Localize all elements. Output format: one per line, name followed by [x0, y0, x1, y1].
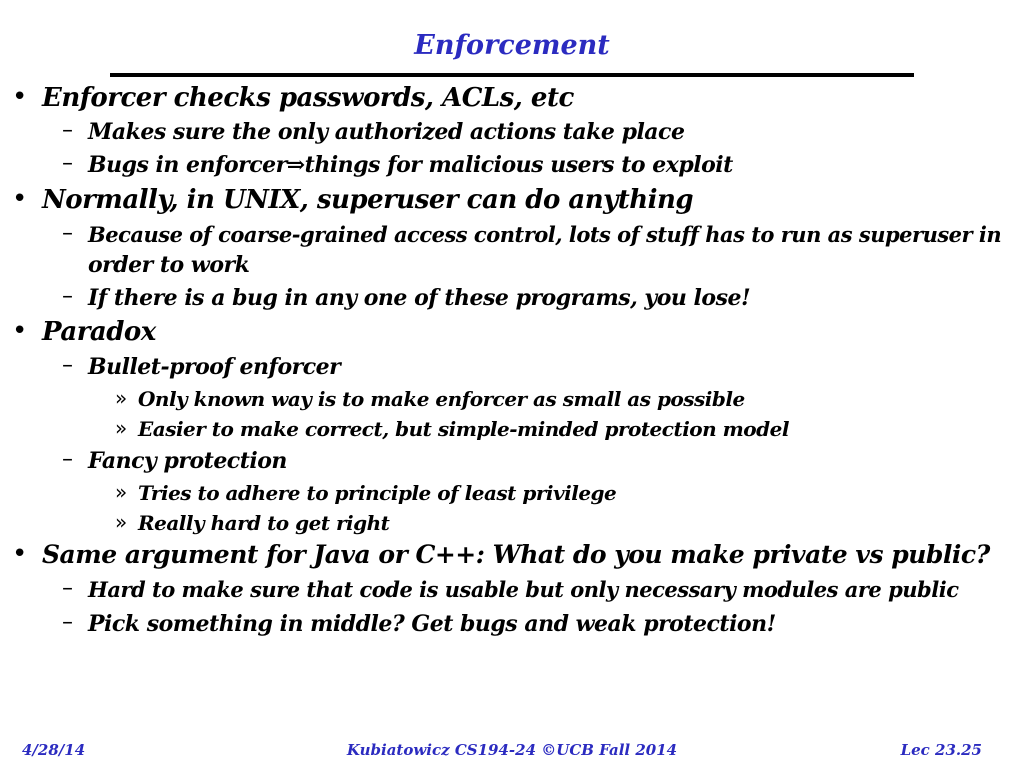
bullet-line: Tries to adhere to principle of least privilege: [138, 481, 617, 505]
footer-lecture: Lec 23.25: [900, 741, 982, 759]
chevron-marker: »: [115, 386, 128, 410]
bullet-line: Paradox: [42, 317, 156, 347]
dash-marker: –: [62, 610, 73, 635]
bullet-line: Only known way is to make enforcer as small as possible: [138, 387, 745, 411]
dash-marker: –: [62, 221, 73, 246]
bullet-line: Easier to make correct, but simple-minded protection model: [138, 417, 789, 441]
bullet-line: Makes sure the only authorized actions take place: [88, 119, 685, 145]
slide-title: Enforcement: [414, 30, 610, 61]
chevron-marker: »: [115, 510, 128, 534]
dash-marker: –: [62, 447, 73, 472]
bullet-line: Because of coarse-grained access control, lots of stuff has to run as superuser in: [88, 222, 1002, 247]
bullet-line: Fancy protection: [88, 448, 287, 474]
bullet-marker: •: [12, 316, 28, 346]
chevron-marker: »: [115, 480, 128, 504]
bullet-line: Enforcer checks passwords, ACLs, etc: [42, 83, 574, 113]
dash-marker: –: [62, 576, 73, 601]
footer-date: 4/28/14: [22, 741, 86, 759]
dash-marker: –: [62, 284, 73, 309]
bullet-line: Hard to make sure that code is usable but only necessary modules are public: [88, 577, 959, 602]
footer-course: Kubiatowicz CS194-24 ©UCB Fall 2014: [346, 741, 678, 759]
bullet-marker: •: [12, 184, 28, 214]
bullet-line: Bugs in enforcer⇒things for malicious users to exploit: [88, 152, 733, 178]
dash-marker: –: [62, 151, 73, 176]
bullet-line: Bullet-proof enforcer: [88, 354, 341, 380]
bullet-line: Pick something in middle? Get bugs and weak protection!: [88, 611, 776, 637]
bullet-marker: •: [12, 539, 28, 569]
dash-marker: –: [62, 118, 73, 143]
bullet-line: Same argument for Java or C++: What do you make private vs public?: [42, 540, 990, 569]
bullet-line: Normally, in UNIX, superuser can do anything: [42, 185, 694, 215]
chevron-marker: »: [115, 416, 128, 440]
bullet-line: order to work: [88, 252, 250, 278]
dash-marker: –: [62, 353, 73, 378]
bullet-line: If there is a bug in any one of these programs, you lose!: [88, 285, 751, 311]
bullet-line: Really hard to get right: [138, 511, 390, 535]
bullet-marker: •: [12, 82, 28, 112]
